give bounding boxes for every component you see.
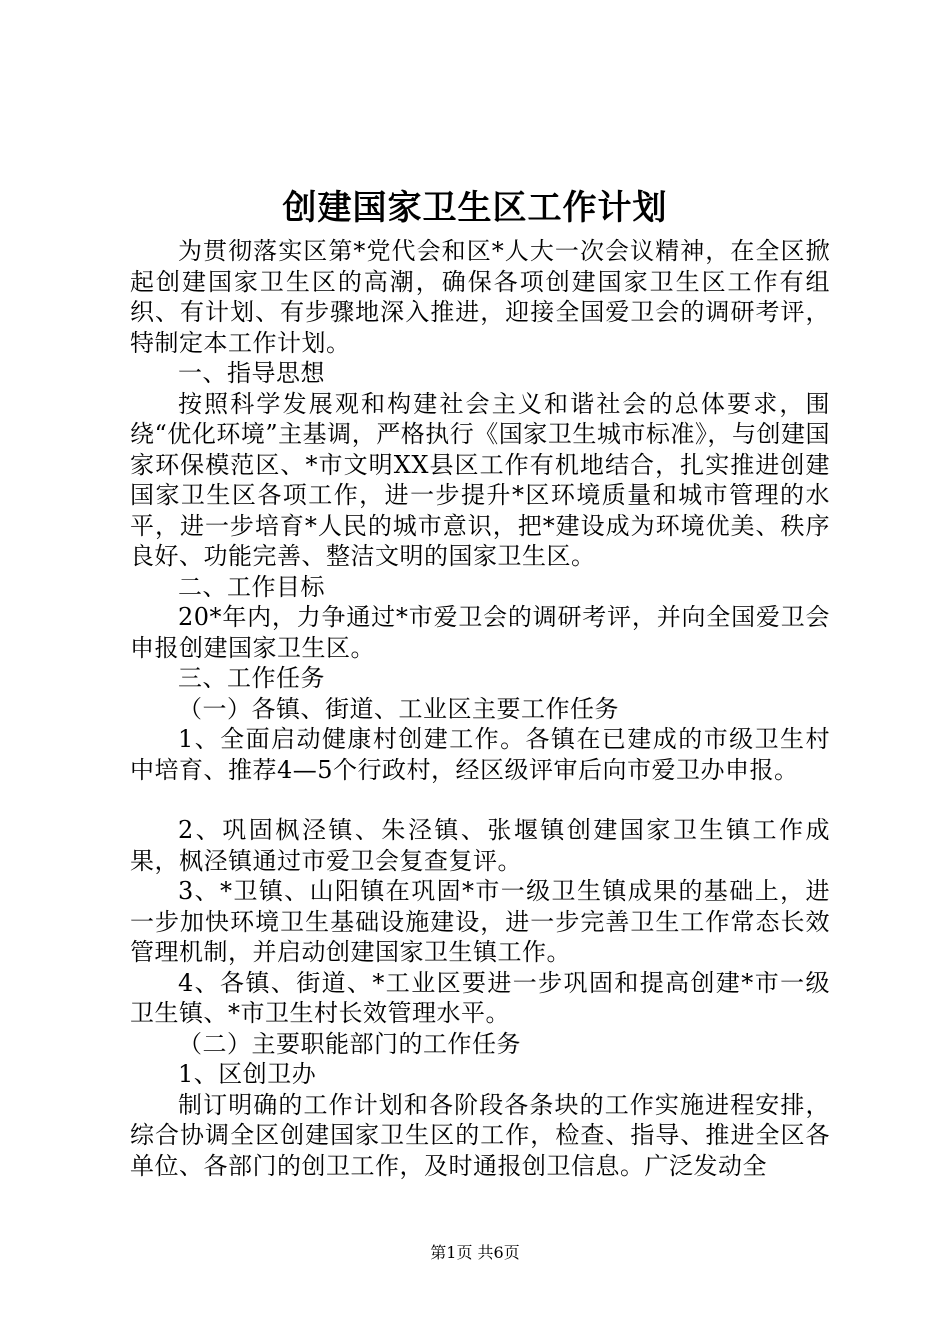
task-item-2: 2、巩固枫泾镇、朱泾镇、张堰镇创建国家卫生镇工作成果，枫泾镇通过市爱卫会复查复评。 [130,816,830,875]
task-item-4: 4、各镇、街道、*工业区要进一步巩固和提高创建*市一级卫生镇、*市卫生村长效管理水平。 [130,968,830,1027]
section-heading-work-tasks: 三、工作任务 [178,664,325,692]
task-item-3: 3、*卫镇、山阳镇在巩固*市一级卫生镇成果的基础上，进一步加快环境卫生基础设施建设，进一步完善卫生工作常态长效管理机制，并启动创建国家卫生镇工作。 [130,877,830,966]
task-item-1: 1、全面启动健康村创建工作。各镇在已建成的市级卫生村中培育、推荐4—5个行政村，经区级评审后向市爱卫办申报。 [130,725,830,784]
department-heading-health-office: 1、区创卫办 [178,1060,317,1088]
work-goals-paragraph: 20*年内，力争通过*市爱卫会的调研考评，并向全国爱卫会申报创建国家卫生区。 [130,603,830,662]
page-footer: 第1页 共6页 [430,1243,520,1262]
document-body [130,236,830,1181]
intro-paragraph: 为贯彻落实区第*党代会和区*人大一次会议精神，在全区掀起创建国家卫生区的高潮，确保各项创建国家卫生区工作有组织、有计划、有步骤地深入推进，迎接全国爱卫会的调研考评，特制定本工作计划。 [130,237,830,357]
health-office-paragraph: 制订明确的工作计划和各阶段各条块的工作实施进程安排，综合协调全区创建国家卫生区的工作，检查、指导、推进全区各单位、各部门的创卫工作，及时通报创卫信息。广泛发动全 [130,1090,830,1180]
subsection-heading-towns-tasks: （一）各镇、街道、工业区主要工作任务 [178,694,619,723]
paragraph-gap [130,785,830,815]
subsection-heading-department-tasks: （二）主要职能部门的工作任务 [178,1029,521,1058]
document-title: 创建国家卫生区工作计划 [282,188,668,228]
guiding-thought-paragraph: 按照科学发展观和构建社会主义和谐社会的总体要求，围绕“优化环境”主基调，严格执行《国家卫生城市标准》，与创建国家环保模范区、*市文明XX县区工作有机地结合，扎实推进创建国家卫生区各项工作，进一步提升*区环境质量和城市管理的水平，进一步培育*人民的城市意识，把*建设成为环境优美、秩序良好、功能完善、整洁文明的国家卫生区。 [130,389,830,570]
section-heading-work-goals: 二、工作目标 [178,572,325,601]
section-heading-guiding-thought: 一、指导思想 [178,359,325,387]
